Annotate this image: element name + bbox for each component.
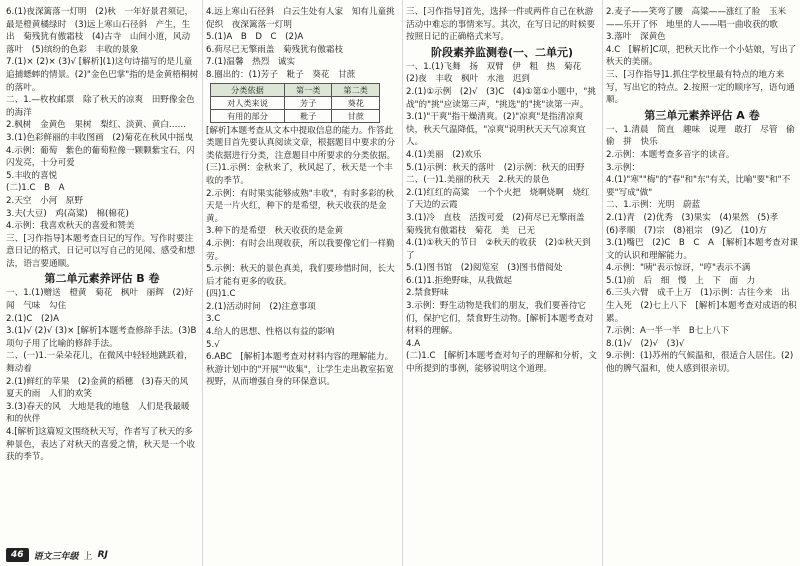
answer-item: 6.荷尽已无擎雨盖 菊残犹有傲霜枝 <box>206 44 344 55</box>
column-divider <box>202 0 203 566</box>
answer-item: 3.(3)春天的风 大地是我的地毯 人们是我最暖和的伙伴 <box>6 401 190 425</box>
answer-item: 二、1.—枚枚邮票 除了秋天的凉爽 田野像金色的海洋 <box>6 95 195 118</box>
section-heading: 第二单元素养评估 B 卷 <box>44 272 160 286</box>
answer-item: 2.示例：有时果实能够成熟"丰收"，有时多彩的秋天是一片火红，种下的是希望，秋天收获的是金黄。 <box>206 188 394 224</box>
answer-item: 3.(1)嘴巴 (2)C B C A [解析]本题考查对课文的认识和理解能力。 <box>606 238 798 261</box>
page-footer <box>6 548 108 562</box>
answer-item: 一、1.(1)赠送 橙黄 菊花 枫叶 丽辉 (2)好闻 气味 勾住 <box>6 288 194 312</box>
answer-item: 4.示例："咦"表示惊讶，"哼"表示不满 <box>606 263 751 274</box>
section-heading: 第三单元素养评估 A 卷 <box>644 108 760 122</box>
answer-item: (二)1.C B A <box>6 183 65 194</box>
answer-item: 7.示例：A一半一半 B七上八下 <box>606 326 730 337</box>
answer-item: 2.(1)青 (2)优秀 (3)果实 (4)果然 (5)孝 (6)孝顺 (7)宗 (8)祖宗 (9)乙 (10)方 <box>606 212 787 236</box>
table-cell: 粃子 <box>284 109 332 122</box>
answer-item: 3.示例： <box>606 162 640 173</box>
answer-item: 2.(1)活动时间 (2)注意事项 <box>206 301 316 312</box>
answer-item: 7.(1)温馨 热烈 诚实 <box>206 57 296 68</box>
answer-item: 9.示例：(1)苏州的气候温和，很适合人居住。(2)他的脾气温和，使人感到很亲切。 <box>606 351 794 375</box>
answer-item: 4.示例：有时会出现收获，所以我要像它们一样勤劳。 <box>206 238 395 262</box>
answer-item: 3.种下的是希望 秋天收获的是金黄 <box>206 226 344 237</box>
table-cell: 葵花 <box>332 96 380 109</box>
answer-item: 5.(1)A B D C (2)A <box>206 32 304 43</box>
section-heading: 阶段素养监测卷(一、二单元) <box>430 45 574 59</box>
answer-item: 8.圈出的：(1)芳子 粃子 葵花 甘蔗 <box>206 69 356 80</box>
answer-item: 2.(1)鲜红的苹果 (2)金黄的稻穗 (3)春天的风 夏天的雨 人们的欢笑 <box>6 376 197 400</box>
table-header-cell: 第一类 <box>284 83 332 96</box>
answer-column-1 <box>6 6 198 464</box>
answer-item: 3.(1)√ (2)√ (3)× [解析]本题考查修辞手法。(3)B项句子用了比喻的修辞手法。 <box>6 326 197 349</box>
answer-item: 3.(1)"干爽"指干燥清爽。(2)"凉爽"是指清凉爽快，秋天气温降低，"凉爽"说明秋天天气凉爽宜人。 <box>406 112 586 148</box>
table-cell: 对人类来说 <box>211 96 285 109</box>
subject-label: 语文三年级 <box>33 551 79 562</box>
table-cell: 有用的部分 <box>211 109 285 122</box>
answer-item: 4.(1)美丽 (2)欢乐 <box>406 149 482 160</box>
column-divider <box>402 0 403 566</box>
answer-item: 5.(1)图书馆 (2)阅览室 (3)图书借阅处 <box>406 263 563 274</box>
answer-item: 三、[习作指导]首先，选择一件或两件自己在秋游活动中难忘的事情来写。其次，在写日记的时候要按照日记的正确格式来写。 <box>406 7 596 43</box>
answer-item: (四)1.C <box>206 289 236 300</box>
answer-item: 2.(1)①示例 (2)√ (3)C (4)①第①小题中，"挑战"的"挑"应读第三声，"挑选"的"挑"读第一声。 <box>406 86 596 110</box>
table-header-cell: 分类依据 <box>211 83 285 96</box>
answer-item: 5.丰收的喜悦 <box>6 170 58 181</box>
answer-item: 8.(1)√ (2)√ (3)√ <box>606 338 685 349</box>
answer-item: 4.C [解析]C项，把秋天比作一个小姑娘，写出了秋天的美丽。 <box>606 44 797 68</box>
answer-item: 三、[习作指导]本题考查日记的写作。写作时要注意日记的格式，日记可以写自己的见闻、感受和想法，语言要通顺。 <box>6 233 196 269</box>
answer-item: 3.C <box>206 314 221 325</box>
answer-item: 2.(1)C (2)A <box>6 313 60 324</box>
answer-item: 4.(1)①秋天的节日 ②秋天的收获 (2)①秋天到了 <box>406 238 591 261</box>
answer-item: 4.[解析]这篇短文围绕秋天写，作者写了秋天的多种景色，表达了对秋天的喜爱之情，秋天是一个收获的季节。 <box>6 427 196 463</box>
answer-item: 3.示例：野生动物是我们的朋友，我们要善待它们，保护它们，禁食野生动物。[解析]本题考查对材料的理解。 <box>406 301 594 337</box>
answer-item: 2.禁食野味 <box>406 288 449 299</box>
answer-item: 3.(1)色彩鲜丽的丰收图画 (2)菊花在秋风中摇曳 <box>6 132 194 143</box>
answer-item: 2.(1)红红的高粱 一个个火把 烧啊烧啊 烧红了天边的云霞 <box>406 187 590 211</box>
answer-item: 7.(1)× (2)× (3)√ [解析](1)这句诗描写的是儿童追捕蟋蟀的情景。(2)"金色巴掌"指的是金黄梧桐树的落叶。 <box>6 57 198 93</box>
answer-item: 4.(1)"寒""梅"的"春"和"东"有关，比喻"要"和"不要"写成"做" <box>606 175 791 198</box>
answer-column-2 <box>206 6 398 389</box>
column-divider <box>602 0 603 566</box>
answer-item: [解析]本题考查从文本中提取信息的能力。作答此类题目首先要认真阅读文章，根据题目中要求的分类依据进行分类，注意题目中所要求的分类依据。 <box>206 125 396 161</box>
edition-label: RJ <box>97 550 108 560</box>
answer-item: 4.示例：我喜欢秋天的喜爱和赞美 <box>6 221 135 232</box>
answer-item: 3.落叶 深黄色 <box>606 32 666 43</box>
answer-item: 6.(1)1.拒绝野味，从我做起 <box>406 275 512 286</box>
table-cell: 芳子 <box>284 96 332 109</box>
answer-item: 4.远上寒山石径斜 白云生处有人家 知有儿童挑促织 夜深篱落一灯明 <box>206 7 395 30</box>
answer-item: 2.示例：本题考查多音字的读音。 <box>606 149 735 160</box>
classification-table <box>210 83 380 123</box>
volume-label: 上 <box>83 551 93 562</box>
answer-item: 一、1.(1)飞舞 扬 双臂 伊 粗 热 菊花 (2)夜 丰收 枫叶 水池 迟到 <box>406 61 590 85</box>
answer-item: 6.三头六臂 成千上万 (1)示例：古往今来 出生入死 (2)七上八下 [解析]本题考查对成语的积累。 <box>606 288 797 324</box>
answer-item: 4.示例：葡萄 紫色的葡萄粒像一颗颗紫宝石，闪闪发亮，十分可爱 <box>6 145 195 169</box>
answer-item: 二、1.示例：光明 蔚蓝 <box>606 200 701 211</box>
answer-item: 6.ABC [解析]本题考查对材料内容的理解能力。秋游计划中的"开展""收集"，让学生走出教室拓宽视野，从而增强自身的环保意识。 <box>206 352 394 388</box>
answer-item: 一、1.清晨 简直 趣味 说理 敢打 尽管 偷偷 拼 快乐 <box>606 124 795 148</box>
answer-item: 2.麦子——笑弯了腰 高粱——涨红了脸 玉米——乐开了怀 地里的人——唱一曲收获的歌 <box>606 7 787 30</box>
answer-item: 2.天空 小河 原野 <box>6 195 83 206</box>
answer-item: 3.(1)冷 直枝 活拨可爱 (2)荷尽已无擎雨盖 菊残犹有傲霜枝 菊花 美 已无 <box>406 212 594 236</box>
answer-item: (三)1.示例：金秋来了，秋风起了，秋天是一个丰收的季节。 <box>206 163 393 186</box>
answer-item: 5.√ <box>206 339 220 350</box>
answer-item: 5.(1)前 后 细 慢 上 下 面 力 <box>606 275 756 286</box>
answer-item: (二)1.C [解析]本题考查对句子的理解和分析，文中所提到的事例，能够说明这个道理。 <box>406 351 597 375</box>
answer-item: 4.给人的思想、性格以有益的影响 <box>206 327 335 338</box>
table-cell: 甘蔗 <box>332 109 380 122</box>
answer-item: 二、(一)1.一朵朵花儿，在微风中轻轻地跳跃着，舞动着 <box>6 351 193 375</box>
answer-column-4 <box>606 6 798 376</box>
answer-item: 5.示例：秋天的景色真美，我们要珍惜时间，长大后才能有更多的收获。 <box>206 264 395 287</box>
answer-item: 6.(1)夜深篱落一灯明 (2)秋 一年好景君须记，最是橙黄橘绿时 (3)远上寒山石径斜 产生，生出 菊残犹有傲霜枝 (4)古寺 山间小道，风动落叶 (5)缤纷的色彩 丰收的景象 <box>6 7 194 55</box>
answer-column-3 <box>406 6 598 376</box>
answer-item: 2.枫树 金黄色 果树 梨红、淡黄、黄白…… <box>6 120 187 131</box>
answer-item: 三、[习作指导]1.抓住学校里最有特点的地方来写，写出它的特点。2.按照一定的顺序写，语句通顺。 <box>606 69 795 106</box>
answer-item: 3.夫(大豆) 鸡(高粱) 棉(棉花) <box>6 208 129 219</box>
page-number: 46 <box>6 548 29 562</box>
table-header-cell: 第二类 <box>332 83 380 96</box>
answer-item: 5.(1)示例：秋天的落叶 (2)示例：秋天的田野 <box>406 162 585 173</box>
answer-item: 二、(一)1.美丽的秋天 2.秋天的景色 <box>406 175 550 186</box>
answer-item: 4.A <box>406 338 421 349</box>
